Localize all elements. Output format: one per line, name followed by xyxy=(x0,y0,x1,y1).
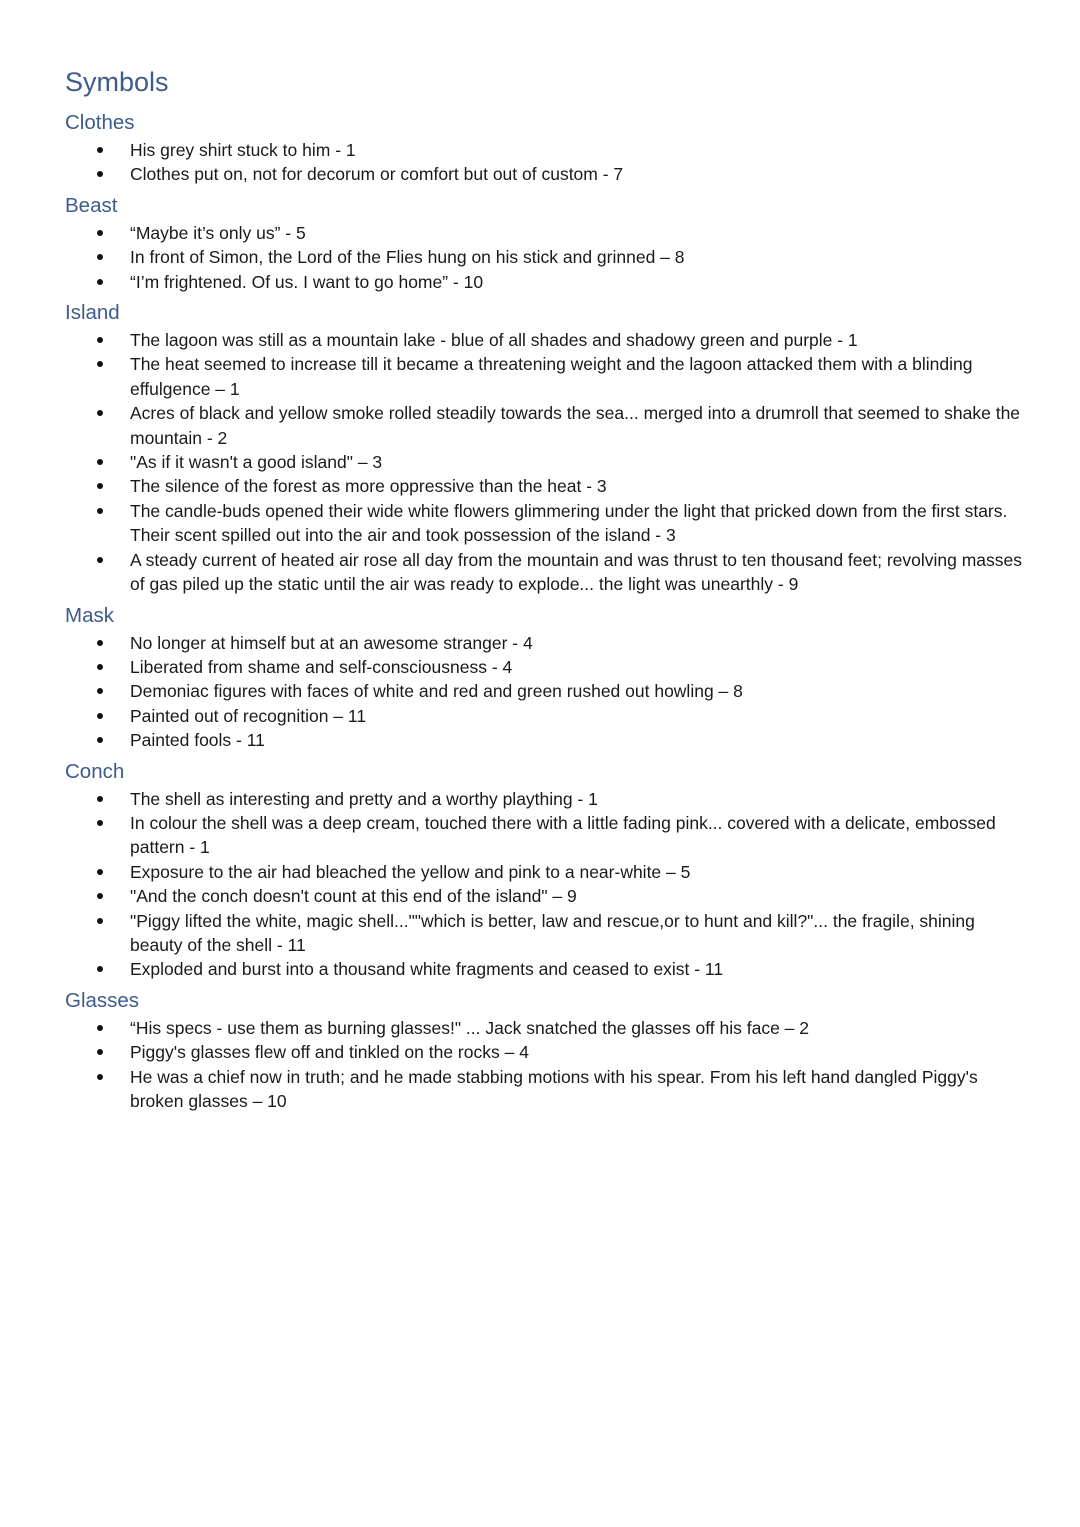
document-title: Symbols xyxy=(65,67,169,97)
list-item xyxy=(65,245,1025,269)
list-item-text: Liberated from shame and self-consciousness - 4 xyxy=(130,656,513,677)
list-item xyxy=(65,655,1025,679)
list-item xyxy=(65,352,1025,401)
bullet-icon xyxy=(97,918,103,924)
list-item-text: The candle-buds opened their wide white flowers glimmering under the light that pricked down from the first stars. Their scent spilled out into the air and took possession of the island - 3 xyxy=(130,500,1008,546)
section-heading-mask: Mask xyxy=(65,603,114,627)
bullet-icon xyxy=(97,664,103,670)
bullet-icon xyxy=(97,966,103,972)
bullet-icon xyxy=(97,410,103,416)
bullet-icon xyxy=(97,1049,103,1055)
bullet-icon xyxy=(97,713,103,719)
bullet-icon xyxy=(97,459,103,465)
bullet-icon xyxy=(97,1074,103,1080)
list-item xyxy=(65,860,1025,884)
list-item xyxy=(65,450,1025,474)
list-item-text: In front of Simon, the Lord of the Flies hung on his stick and grinned – 8 xyxy=(130,247,685,268)
list-item-text: Acres of black and yellow smoke rolled steadily towards the sea... merged into a drumroll that seemed to shake the mountain - 2 xyxy=(130,403,1021,448)
list-item-text: A steady current of heated air rose all day from the mountain and was thrust to ten thousand feet; revolving masses of gas piled up the static until the air was ready to explode... the light was unearthly - 9 xyxy=(130,549,1023,595)
bullet-icon xyxy=(97,688,103,694)
list-item-text: Demoniac figures with faces of white and red and green rushed out howling – 8 xyxy=(130,681,743,702)
list-item xyxy=(65,162,1025,186)
list-item xyxy=(65,138,1025,162)
list-item xyxy=(65,884,1025,908)
sections-container xyxy=(65,108,1025,1113)
list-item-text: The silence of the forest as more oppressive than the heat - 3 xyxy=(130,476,607,497)
bullet-icon xyxy=(97,557,103,563)
bullet-icon xyxy=(97,279,103,285)
list-item xyxy=(65,787,1025,811)
list-item-text: His grey shirt stuck to him - 1 xyxy=(130,140,356,160)
list-item-text: "As if it wasn't a good island" – 3 xyxy=(130,452,383,473)
bullet-list-mask xyxy=(65,631,1025,753)
list-item-text: In colour the shell was a deep cream, touched there with a little fading pink... covered with a delicate, embossed pattern - 1 xyxy=(130,812,996,858)
list-item xyxy=(65,270,1025,294)
bullet-icon xyxy=(97,147,103,153)
bullet-icon xyxy=(97,254,103,260)
bullet-icon xyxy=(97,1025,103,1031)
list-item xyxy=(65,909,1025,958)
list-item-text: Exposure to the air had bleached the yellow and pink to a near-white – 5 xyxy=(130,861,691,882)
list-item xyxy=(65,631,1025,655)
list-item-text: “Maybe it’s only us” - 5 xyxy=(130,222,306,243)
bullet-icon xyxy=(97,230,103,236)
list-item-text: The heat seemed to increase till it became a threatening weight and the lagoon attacked them with a blinding effulgence – 1 xyxy=(130,354,973,399)
bullet-list-conch xyxy=(65,787,1025,982)
list-item xyxy=(65,474,1025,498)
list-item xyxy=(65,957,1025,981)
list-item xyxy=(65,811,1025,860)
bullet-icon xyxy=(97,337,103,343)
bullet-icon xyxy=(97,640,103,646)
list-item xyxy=(65,728,1025,752)
list-item xyxy=(65,704,1025,728)
section-heading-conch: Conch xyxy=(65,759,125,783)
bullet-icon xyxy=(97,737,103,743)
list-item-text: The lagoon was still as a mountain lake - blue of all shades and shadowy green and purple - 1 xyxy=(130,330,858,351)
bullet-icon xyxy=(97,361,103,367)
list-item xyxy=(65,221,1025,245)
bullet-icon xyxy=(97,869,103,875)
bullet-list-island xyxy=(65,328,1025,596)
section-heading-clothes: Clothes xyxy=(65,111,135,134)
list-item xyxy=(65,401,1025,450)
list-item-text: “I’m frightened. Of us. I want to go home” - 10 xyxy=(130,271,484,292)
list-item-text: Painted fools - 11 xyxy=(130,730,265,751)
list-item xyxy=(65,1040,1025,1064)
list-item xyxy=(65,548,1025,597)
bullet-list-clothes xyxy=(65,138,1025,187)
section-heading-beast: Beast xyxy=(65,193,118,217)
list-item xyxy=(65,499,1025,548)
bullet-icon xyxy=(97,820,103,826)
list-item-text: "Piggy lifted the white, magic shell...""which is better, law and rescue,or to hunt and kill?"... the fragile, shining beauty of the shell - 11 xyxy=(130,910,975,955)
list-item-text: Exploded and burst into a thousand white fragments and ceased to exist - 11 xyxy=(130,959,724,980)
list-item-text: "And the conch doesn't count at this end of the island" – 9 xyxy=(130,886,577,907)
list-item-text: No longer at himself but at an awesome stranger - 4 xyxy=(130,632,533,653)
bullet-icon xyxy=(97,893,103,899)
list-item-text: Painted out of recognition – 11 xyxy=(130,705,367,726)
list-item-text: “His specs - use them as burning glasses!" ... Jack snatched the glasses off his face – 2 xyxy=(130,1017,810,1038)
document-page xyxy=(65,62,1025,1117)
bullet-list-beast xyxy=(65,221,1025,294)
list-item-text: The shell as interesting and pretty and a worthy plaything - 1 xyxy=(130,788,598,809)
list-item-text: Clothes put on, not for decorum or comfort but out of custom - 7 xyxy=(130,164,624,185)
list-item-text: He was a chief now in truth; and he made stabbing motions with his spear. From his left hand dangled Piggy's broken glasses – 10 xyxy=(130,1066,978,1111)
list-item xyxy=(65,328,1025,352)
bullet-icon xyxy=(97,796,103,802)
section-heading-island: Island xyxy=(65,301,120,325)
section-heading-glasses: Glasses xyxy=(65,988,140,1012)
bullet-list-glasses xyxy=(65,1016,1025,1114)
bullet-icon xyxy=(97,508,103,514)
list-item xyxy=(65,1016,1025,1040)
bullet-icon xyxy=(97,171,103,177)
bullet-icon xyxy=(97,483,103,489)
list-item xyxy=(65,1065,1025,1114)
list-item xyxy=(65,679,1025,703)
list-item-text: Piggy's glasses flew off and tinkled on the rocks – 4 xyxy=(130,1042,529,1063)
